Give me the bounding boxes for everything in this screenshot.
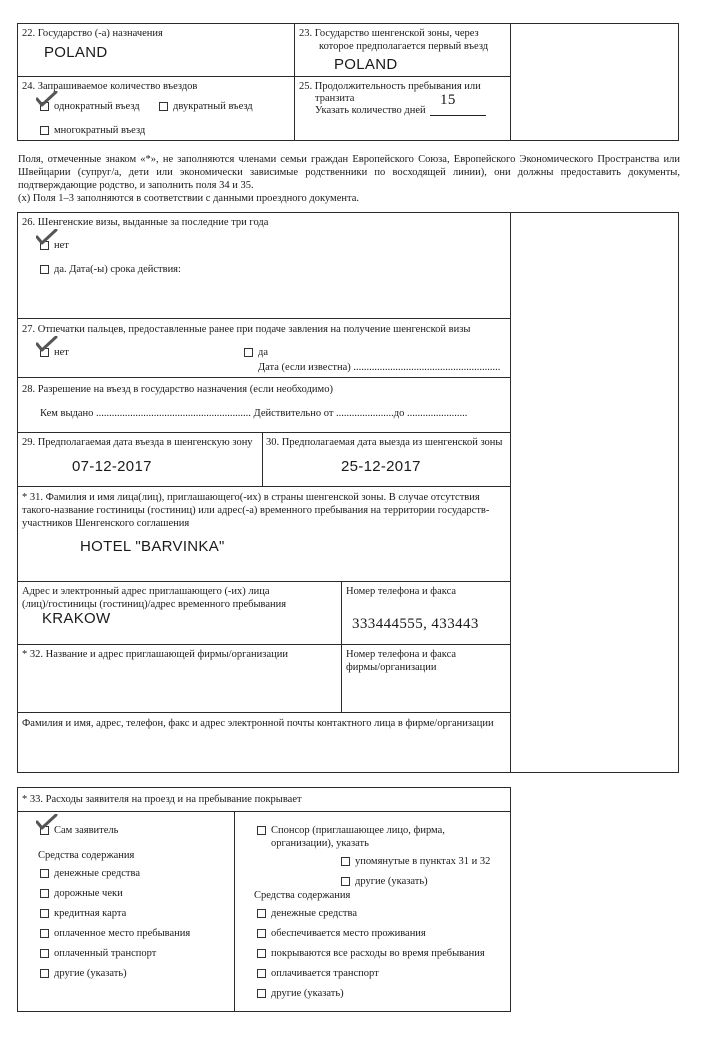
right-margin-top-box bbox=[510, 23, 679, 141]
host-phone-label: Номер телефона и факса bbox=[346, 586, 457, 597]
field-27-label: 27. Отпечатки пальцев, предоставленные ранее при подаче завления на получение шенгенской визы bbox=[22, 324, 471, 335]
contact-person-label: Фамилия и имя, адрес, телефон, факс и адрес электронной почты контактного лица в фирме/организации bbox=[22, 718, 494, 729]
left-option-checkbox[interactable] bbox=[40, 909, 49, 918]
right-option-checkbox[interactable] bbox=[257, 969, 266, 978]
field-25-label-line1: 25. Продолжительность пребывания или bbox=[299, 81, 481, 92]
note-fields-1-3: (x) Поля 1–3 заполняются в соответствии с данными проездного документа. bbox=[18, 193, 359, 204]
sponsor-label-line1: Спонсор (приглашающее лицо, фирма, bbox=[271, 825, 445, 836]
right-option-checkbox[interactable] bbox=[257, 929, 266, 938]
schengen-visas-no-label: нет bbox=[54, 240, 69, 251]
instructions-note bbox=[18, 153, 680, 205]
single-entry-label: однократный въезд bbox=[54, 101, 140, 112]
host-phone-value[interactable]: 333444555, 433443 bbox=[352, 616, 479, 632]
right-option-label: другие (указать) bbox=[271, 988, 344, 999]
field-23-label-line2: которое предполагается первый въезд bbox=[319, 41, 489, 52]
left-option-checkbox[interactable] bbox=[40, 869, 49, 878]
left-option-label: оплаченный транспорт bbox=[54, 948, 157, 959]
fingerprints-yes-label: да bbox=[258, 347, 269, 358]
host-address-label-line1: Адрес и электронный адрес приглашающего (-их) лица bbox=[22, 586, 270, 597]
field-22-value[interactable]: POLAND bbox=[44, 44, 108, 61]
field-23-label-line1: 23. Государство шенгенской зоны, через bbox=[299, 28, 479, 39]
right-option-checkbox[interactable] bbox=[257, 909, 266, 918]
right-option-label: денежные средства bbox=[271, 908, 357, 919]
field-28-label: 28. Разрешение на въезд в государство назначения (если необходимо) bbox=[22, 384, 333, 395]
days-underline bbox=[430, 115, 486, 116]
sponsor-checkbox[interactable] bbox=[257, 826, 266, 835]
sponsor-other-label: другие (указать) bbox=[355, 876, 428, 887]
multiple-entry-label: многократный въезд bbox=[54, 125, 146, 136]
left-option-label: оплаченное место пребывания bbox=[54, 928, 191, 939]
sponsor-other-checkbox[interactable] bbox=[341, 877, 350, 886]
field-30-label: 30. Предполагаемая дата выезда из шенгенской зоны bbox=[266, 437, 503, 448]
left-option-checkbox[interactable] bbox=[40, 969, 49, 978]
field-29-label: 29. Предполагаемая дата въезда в шенгенскую зону bbox=[22, 437, 253, 448]
field-25-label-line3: Указать количество дней bbox=[315, 105, 426, 116]
days-value[interactable]: 15 bbox=[440, 92, 456, 108]
self-funded-label: Сам заявитель bbox=[54, 825, 119, 836]
left-option-checkbox[interactable] bbox=[40, 949, 49, 958]
field-31-label: * 31. Фамилия и имя лица(лиц), приглашающего(-их) в страны шенгенской зоны. В случае отсутствия такого-название гостиницы (гостиниц) или адрес(-а) временного пребывания на территории государств-участников Шенгенского соглашения bbox=[22, 492, 490, 529]
means-of-support-right-label: Средства содержания bbox=[254, 890, 351, 901]
company-phone-label-line2: фирмы/организации bbox=[346, 662, 437, 673]
fingerprints-yes-checkbox[interactable] bbox=[244, 348, 253, 357]
sponsor-mentioned-checkbox[interactable] bbox=[341, 857, 350, 866]
field-24-label: 24. Запрашиваемое количество въездов bbox=[22, 81, 198, 92]
double-entry-checkbox[interactable] bbox=[159, 102, 168, 111]
schengen-visas-yes-checkbox[interactable] bbox=[40, 265, 49, 274]
right-option-checkbox[interactable] bbox=[257, 989, 266, 998]
field-33-label: * 33. Расходы заявителя на проезд и на пребывание покрывает bbox=[22, 794, 302, 805]
left-option-checkbox[interactable] bbox=[40, 929, 49, 938]
field-25-label-line2: транзита bbox=[315, 93, 355, 104]
entry-date-value[interactable]: 07-12-2017 bbox=[72, 458, 152, 475]
company-phone-label-line1: Номер телефона и факса bbox=[346, 649, 457, 660]
left-option-label: денежные средства bbox=[54, 868, 140, 879]
field-26-label: 26. Шенгенские визы, выданные за последние три года bbox=[22, 217, 269, 228]
host-address-value[interactable]: KRAKOW bbox=[42, 610, 111, 627]
note-family-members: Поля, отмеченные знаком «*», не заполняются членами семьи граждан Европейского Союза, Европейского Экономического Пространства или Швейцарии (супруг/а, дети или экономически зависимые родственники по восходящей линии), они должны предоставить документы, подтверждающие родство, и заполнить поля 34 и 35. bbox=[18, 154, 680, 191]
double-entry-label: двукратный въезд bbox=[173, 101, 253, 112]
exit-date-value[interactable]: 25-12-2017 bbox=[341, 458, 421, 475]
right-option-label: покрываются все расходы во время пребывания bbox=[271, 948, 485, 959]
fingerprints-date-field[interactable]: Дата (если известна) ........................................................ bbox=[258, 362, 501, 373]
left-option-label: кредитная карта bbox=[54, 908, 127, 919]
right-option-label: обеспечивается место проживания bbox=[271, 928, 426, 939]
right-option-checkbox[interactable] bbox=[257, 949, 266, 958]
entry-permit-details[interactable]: Кем выдано ........................................................... Действительно от ......................до ....................... bbox=[40, 408, 468, 419]
host-name-value[interactable]: HOTEL "BARVINKA" bbox=[80, 538, 225, 555]
field-22-label: 22. Государство (-а) назначения bbox=[22, 28, 163, 39]
left-option-checkbox[interactable] bbox=[40, 889, 49, 898]
right-option-label: оплачивается транспорт bbox=[271, 968, 379, 979]
field-32-label: * 32. Название и адрес приглашающей фирмы/организации bbox=[22, 649, 288, 660]
sponsor-mentioned-label: упомянутые в пунктах 31 и 32 bbox=[355, 856, 491, 867]
left-option-label: другие (указать) bbox=[54, 968, 127, 979]
means-of-support-left-label: Средства содержания bbox=[38, 850, 135, 861]
fingerprints-no-label: нет bbox=[54, 347, 69, 358]
host-address-label-line2: (лиц)/гостиницы (гостиниц)/адрес временного пребывания bbox=[22, 599, 287, 610]
field-23-value[interactable]: POLAND bbox=[334, 56, 398, 73]
right-margin-mid-box bbox=[510, 212, 679, 773]
sponsor-label-line2: организации), указать bbox=[271, 838, 369, 849]
schengen-visas-yes-label: да. Дата(-ы) срока действия: bbox=[54, 264, 181, 275]
left-option-label: дорожные чеки bbox=[54, 888, 123, 899]
multiple-entry-checkbox[interactable] bbox=[40, 126, 49, 135]
